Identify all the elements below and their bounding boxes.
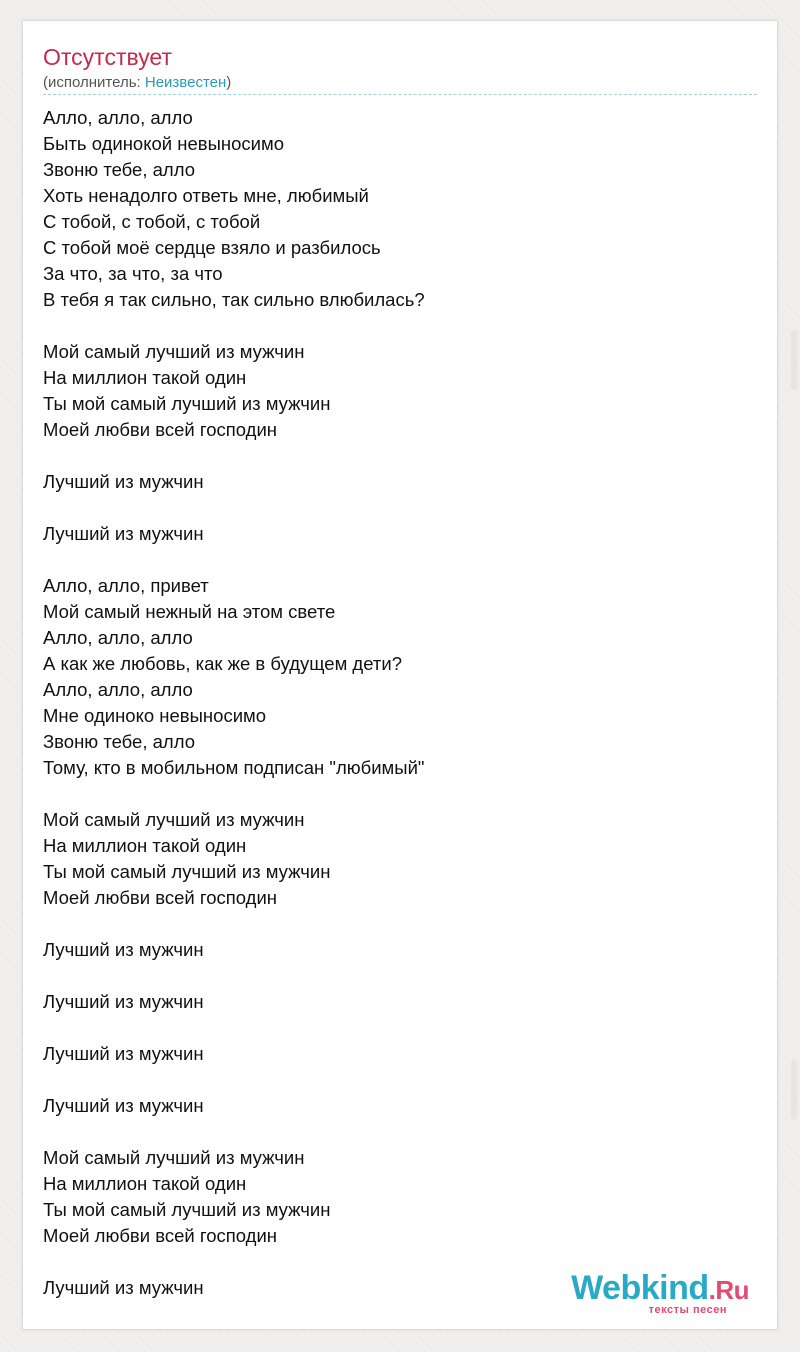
lyric-line: Звоню тебе, алло (43, 159, 195, 180)
lyric-line-blank (43, 1067, 743, 1093)
lyric-line-blank (43, 547, 743, 573)
lyric-line: Ты мой самый лучший из мужчин (43, 1199, 331, 1220)
lyric-line: Мне одиноко невыносимо (43, 705, 267, 726)
lyric-line-blank (43, 495, 743, 521)
lyric-line: Лучший из мужчин (43, 939, 204, 960)
lyric-line: Моей любви всей господин (43, 887, 277, 908)
lyric-line: Мой самый лучший из мужчин (43, 341, 305, 362)
lyric-line: Лучший из мужчин (43, 1277, 204, 1298)
lyric-line-blank (43, 1119, 743, 1145)
lyric-line: Мой самый лучший из мужчин (43, 809, 305, 830)
logo-wordmark (571, 1269, 749, 1309)
logo-word: Webkind (571, 1269, 709, 1307)
logo-tld: .Ru (708, 1275, 749, 1305)
lyrics-body (43, 105, 743, 1301)
lyric-line: На миллион такой один (43, 367, 247, 388)
lyric-line: Моей любви всей господин (43, 1225, 277, 1246)
artist-suffix: ) (226, 74, 232, 91)
artist-link[interactable]: Неизвестен (144, 74, 227, 91)
lyric-line: Алло, алло, алло (43, 679, 193, 700)
scroll-mark-bottom (791, 1060, 797, 1120)
lyric-line: В тебя я так сильно, так сильно влюбилась? (43, 289, 425, 310)
lyric-line: Ты мой самый лучший из мужчин (43, 393, 331, 414)
lyrics-card (22, 20, 778, 1330)
lyric-line: Алло, алло, привет (43, 575, 209, 596)
lyric-line: Мой самый нежный на этом свете (43, 601, 336, 622)
lyric-line: На миллион такой один (43, 1173, 247, 1194)
lyric-line-blank (43, 963, 743, 989)
lyric-line: Лучший из мужчин (43, 1095, 204, 1116)
lyric-line: Лучший из мужчин (43, 523, 204, 544)
artist-prefix: (исполнитель: (43, 74, 145, 91)
lyric-line: Хоть ненадолго ответь мне, любимый (43, 185, 369, 206)
lyric-line-blank (43, 1015, 743, 1041)
lyric-line: Звоню тебе, алло (43, 731, 195, 752)
webkind-logo[interactable] (549, 1269, 749, 1317)
lyric-line: С тобой моё сердце взяло и разбилось (43, 237, 381, 258)
lyric-line: На миллион такой один (43, 835, 247, 856)
lyric-line-blank (43, 443, 743, 469)
lyric-line: Алло, алло, алло (43, 107, 193, 128)
lyric-line: За что, за что, за что (43, 263, 223, 284)
lyric-line: Моей любви всей господин (43, 419, 277, 440)
lyric-line: Ты мой самый лучший из мужчин (43, 861, 331, 882)
lyric-line: Быть одинокой невыносимо (43, 133, 284, 154)
lyric-line: Лучший из мужчин (43, 991, 204, 1012)
lyric-line-blank (43, 313, 743, 339)
scroll-mark-top (791, 330, 797, 390)
title-divider (43, 94, 757, 95)
artist-line (43, 73, 231, 93)
lyric-line: Мой самый лучший из мужчин (43, 1147, 305, 1168)
lyric-line: Лучший из мужчин (43, 1043, 204, 1064)
lyric-line: Алло, алло, алло (43, 627, 193, 648)
logo-tagline: тексты песен (648, 1304, 727, 1316)
lyric-line-blank (43, 781, 743, 807)
song-title: Отсутствует (43, 44, 172, 70)
lyric-line: Лучший из мужчин (43, 471, 204, 492)
lyric-line-blank (43, 911, 743, 937)
lyric-line: С тобой, с тобой, с тобой (43, 211, 261, 232)
lyric-line: Тому, кто в мобильном подписан "любимый" (43, 757, 425, 778)
lyric-line: А как же любовь, как же в будущем дети? (43, 653, 402, 674)
